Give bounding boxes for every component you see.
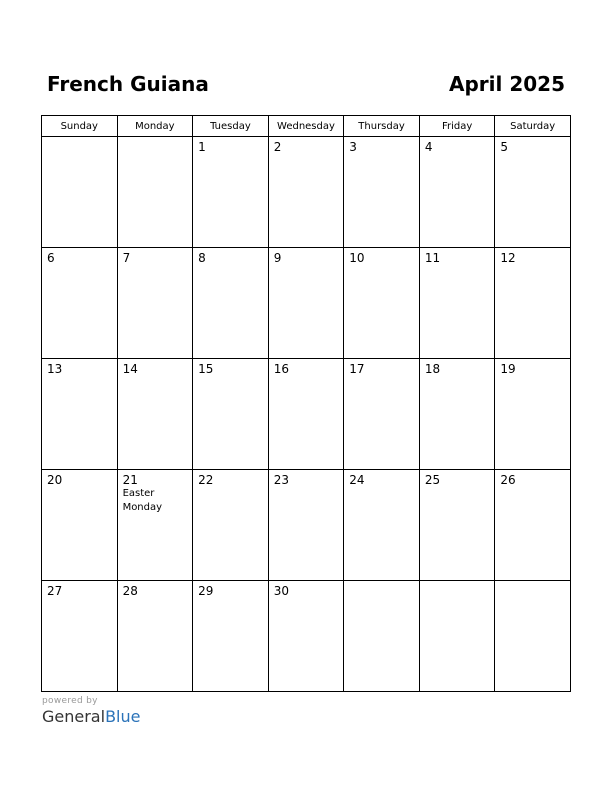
day-cell — [193, 470, 269, 581]
day-cell — [117, 470, 193, 581]
day-number: 16 — [273, 362, 289, 376]
day-number: 19 — [500, 362, 516, 376]
day-number: 1 — [198, 140, 206, 154]
month-year-title: April 2025 — [449, 72, 565, 96]
day-cell — [268, 137, 344, 248]
day-cell — [268, 359, 344, 470]
day-number: 11 — [424, 251, 441, 265]
day-cell — [268, 581, 344, 692]
day-cell — [344, 581, 420, 692]
day-number: 8 — [198, 251, 206, 265]
weekday-tuesday: Tuesday — [193, 116, 269, 137]
day-number: 9 — [273, 251, 282, 265]
day-cell — [344, 137, 420, 248]
day-number: 28 — [122, 584, 138, 598]
day-number: 29 — [198, 584, 214, 598]
day-cell — [42, 470, 118, 581]
day-cell — [495, 137, 571, 248]
holiday-label: Easter Monday — [122, 488, 163, 513]
day-cell — [419, 359, 495, 470]
day-number: 22 — [198, 473, 214, 487]
day-number: 12 — [500, 251, 516, 265]
day-number: 18 — [424, 362, 441, 376]
weekday-header-row — [42, 116, 571, 137]
day-cell — [495, 359, 571, 470]
day-number: 26 — [500, 473, 516, 487]
day-number: 10 — [349, 251, 365, 265]
day-number: 24 — [349, 473, 365, 487]
day-cell — [419, 470, 495, 581]
week-row — [42, 359, 571, 470]
day-cell — [42, 248, 118, 359]
day-number: 7 — [122, 251, 131, 265]
day-cell — [117, 359, 193, 470]
day-cell — [42, 137, 118, 248]
brand-logo — [42, 707, 140, 726]
day-cell — [495, 470, 571, 581]
week-row — [42, 581, 571, 692]
country-title: French Guiana — [47, 72, 209, 96]
day-cell — [419, 137, 495, 248]
calendar-grid — [41, 115, 571, 692]
day-number: 14 — [122, 362, 138, 376]
day-number — [495, 581, 570, 584]
day-cell — [42, 359, 118, 470]
day-cell — [117, 581, 193, 692]
week-row — [42, 248, 571, 359]
day-number: 30 — [273, 584, 289, 598]
day-number: 2 — [273, 140, 282, 154]
day-cell — [419, 581, 495, 692]
day-cell — [193, 359, 269, 470]
day-cell — [419, 248, 495, 359]
day-cell — [344, 470, 420, 581]
day-cell — [193, 248, 269, 359]
day-number: 17 — [349, 362, 365, 376]
day-number: 23 — [273, 473, 289, 487]
day-cell — [193, 137, 269, 248]
day-number: 20 — [47, 473, 63, 487]
day-cell — [117, 248, 193, 359]
calendar-header — [47, 72, 565, 98]
weekday-wednesday: Wednesday — [268, 116, 344, 137]
day-cell — [42, 581, 118, 692]
day-number — [118, 137, 193, 140]
weekday-friday: Friday — [419, 116, 495, 137]
weekday-saturday: Saturday — [495, 116, 571, 137]
day-number — [42, 137, 117, 140]
day-cell — [268, 470, 344, 581]
brand-blue: Blue — [105, 707, 141, 726]
day-cell — [495, 248, 571, 359]
day-number: 21 — [122, 473, 138, 487]
day-number: 25 — [424, 473, 441, 487]
day-cell — [117, 137, 193, 248]
day-number: 4 — [424, 140, 433, 154]
day-number: 15 — [198, 362, 214, 376]
day-cell — [268, 248, 344, 359]
day-cell — [344, 248, 420, 359]
footer — [42, 696, 140, 726]
day-cell — [495, 581, 571, 692]
day-number: 6 — [47, 251, 55, 265]
day-number: 13 — [47, 362, 63, 376]
weekday-monday: Monday — [117, 116, 193, 137]
week-row — [42, 137, 571, 248]
day-number: 5 — [500, 140, 509, 154]
day-number: 3 — [349, 140, 357, 154]
day-number: 27 — [47, 584, 63, 598]
day-number — [344, 581, 419, 584]
week-row — [42, 470, 571, 581]
day-cell — [193, 581, 269, 692]
weekday-thursday: Thursday — [344, 116, 420, 137]
powered-by-text: powered by — [42, 696, 98, 706]
brand-general: General — [42, 707, 106, 726]
day-number — [420, 581, 495, 584]
weekday-sunday: Sunday — [42, 116, 118, 137]
day-cell — [344, 359, 420, 470]
